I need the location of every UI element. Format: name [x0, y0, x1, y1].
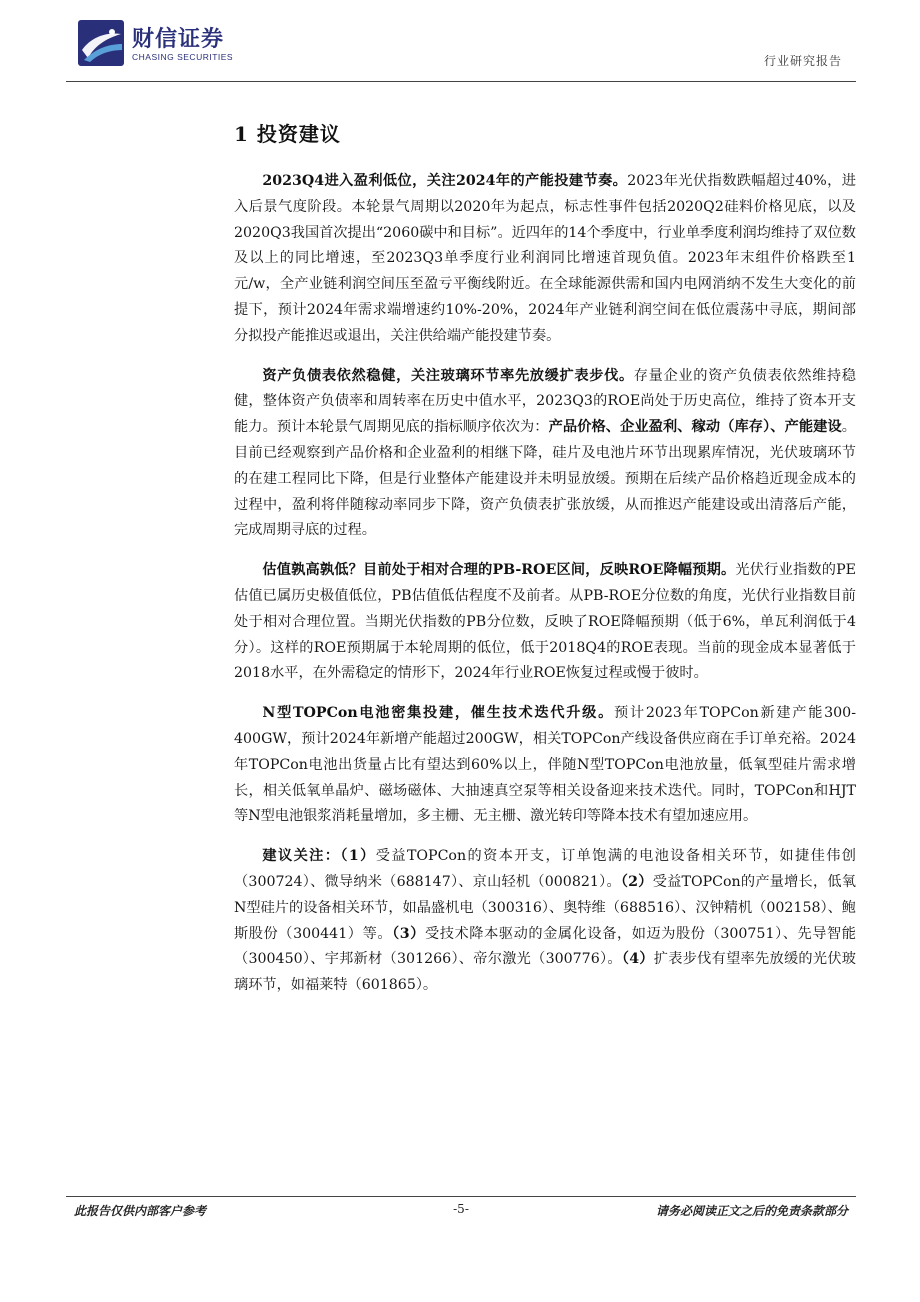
item-text: 受益TOPCon的产量增长，低氧N型硅片的设备相关环节，如晶盛机电（300316）、奥特维（688516）、汉钟精机（002158）、鲍斯股份（300441）等。: [234, 873, 856, 942]
page-header: [0, 0, 920, 90]
paragraph-topcon: [234, 701, 856, 830]
paragraph-lead: 估值孰高孰低？目前处于相对合理的PB-ROE区间，反映ROE降幅预期。: [262, 562, 736, 579]
paragraph-body: 存量企业的资产负债表依然维持稳健，整体资产负债率和周转率在历史中值水平，2023Q3的ROE尚处于历史高位，维持了资本开支能力。预计本轮景气周期见底的指标顺序依次为：: [234, 367, 856, 436]
paragraph-recommendations: [234, 844, 856, 999]
paragraph-valuation: [234, 558, 856, 687]
logo-mark-icon: [78, 20, 124, 66]
company-logo: [78, 20, 268, 70]
item-number: （2）: [620, 873, 653, 890]
logo-chinese-name: 财信证券: [132, 27, 225, 52]
header-divider: [66, 81, 856, 82]
logo-english-name: CHASING SECURITIES: [132, 52, 234, 62]
page-number: -5-: [453, 1202, 469, 1216]
item-text: 受益TOPCon的资本开支，订单饱满的电池设备相关环节，如捷佳伟创（300724）、微导纳米（688147）、京山轻机（000821）。: [234, 848, 856, 890]
footer-divider: [66, 1196, 856, 1197]
paragraph-body: 。目前已经观察到产品价格和企业盈利的相继下降，硅片及电池片环节出现累库情况，光伏玻璃环节的在建工程同比下降，但是行业整体产能建设并未明显放缓。预期在后续产品价格趋近现金成本的过程中，盈利将伴随稼动率同步下降，资产负债表扩张放缓，从而推迟产能建设或出清落后产能，完成周期寻底的过程。: [234, 419, 856, 539]
main-content: [234, 118, 856, 1013]
paragraph-profit-cycle: [234, 169, 856, 350]
item-text: 受技术降本驱动的金属化设备，如迈为股份（300751）、先导智能（300450）、宇邦新材（301266）、帝尔激光（300776）。: [234, 925, 856, 968]
footer-disclaimer-note: 请务必阅读正文之后的免责条款部分: [655, 1204, 848, 1218]
paragraph-highlight: 产品价格、企业盈利、稼动（库存）、产能建设: [548, 419, 842, 436]
footer-internal-note: 此报告仅供内部客户参考: [74, 1204, 207, 1218]
paragraph-body: 光伏行业指数的PE估值已属历史极值低位，PB估值低估程度不及前者。从PB-ROE分位数的角度，光伏行业指数目前处于相对合理位置。当期光伏指数的PB分位数，反映了ROE降幅预期（低于6%，单瓦利润低于4分）。这样的ROE预期属于本轮周期的低位，低于2018Q4的ROE表现。当前的现金成本显著低于2018水平，在外需稳定的情形下，2024年行业ROE恢复过程或慢于彼时。: [234, 562, 856, 682]
paragraph-lead: 资产负债表依然稳健，关注玻璃环节率先放缓扩表步伐。: [262, 367, 634, 384]
paragraph-body: 2023年光伏指数跌幅超过40%，进入后景气度阶段。本轮景气周期以2020年为起点，标志性事件包括2020Q2硅料价格见底，以及2020Q3我国首次提出“2060碳中和目标”。近四年的14个季度中，行业单季度利润均维持了双位数及以上的同比增速，至2023Q3单季度行业利润同比增速首现负值。2023年末组件价格跌至1元/w，全产业链利润空间压至盈亏平衡线附近。在全球能源供需和国内电网消纳不发生大变化的前提下，预计2024年需求端增速约10%-20%，2024年产业链利润空间在低位震荡中寻底，期间部分拟投产能推迟或退出，关注供给端产能投建节奏。: [234, 173, 856, 344]
page-footer: [66, 1202, 856, 1222]
item-text: 扩表步伐有望率先放缓的光伏玻璃环节，如福莱特（601865）。: [234, 951, 856, 994]
paragraph-lead: 2023Q4进入盈利低位，关注2024年的产能投建节奏。: [262, 173, 628, 189]
section-title: 1 投资建议: [234, 122, 341, 146]
paragraph-lead: N型TOPCon电池密集投建，催生技术迭代升级。: [262, 705, 614, 722]
paragraph-body: 预计2023年TOPCon新建产能300-400GW，预计2024年新增产能超过200GW，相关TOPCon产线设备供应商在手订单充裕。2024年TOPCon电池出货量占比有望达到60%以上，伴随N型TOPCon电池放量，低氧型硅片需求增长，相关低氧单晶炉、磁场磁体、大抽速真空泵等相关设备迎来技术迭代。同时，TOPCon和HJT等N型电池银浆消耗量增加，多主栅、无主栅、激光转印等降本技术有望加速应用。: [234, 705, 857, 825]
item-number: （1）: [340, 848, 376, 865]
item-number: （3）: [392, 925, 425, 942]
report-type-label: 行业研究报告: [763, 54, 842, 68]
item-number: （4）: [621, 951, 654, 968]
paragraph-lead: 建议关注：: [262, 848, 341, 865]
paragraph-balance-sheet: [234, 364, 856, 545]
